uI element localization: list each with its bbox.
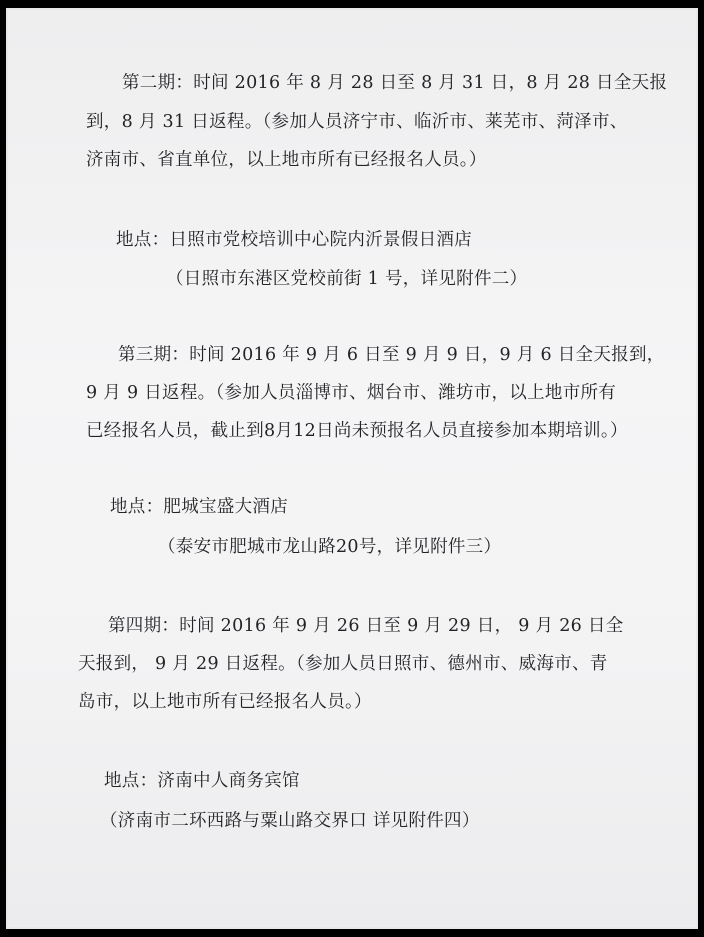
section-3-address: （泰安市肥城市龙山路20号，详见附件三） bbox=[158, 537, 502, 557]
section-3-line-3: 已经报名人员，截止到8月12日尚未预报名人员直接参加本期培训。） bbox=[86, 421, 628, 441]
section-3-venue: 地点：肥城宝盛大酒店 bbox=[110, 497, 288, 517]
section-2-line-1: 第二期：时间 2016 年 8 月 28 日至 8 月 31 日，8 月 28 日全天报 bbox=[122, 73, 668, 93]
section-4-address: （济南市二环西路与粟山路交界口 详见附件四） bbox=[100, 811, 480, 831]
section-3-line-2: 9 月 9 日返程。（参加人员淄博市、烟台市、潍坊市，以上地市所有 bbox=[86, 383, 617, 403]
section-2-address: （日照市东港区党校前街 1 号，详见附件二） bbox=[166, 269, 528, 289]
section-4-line-3: 岛市，以上地市所有已经报名人员。） bbox=[78, 692, 372, 712]
section-4-venue: 地点：济南中人商务宾馆 bbox=[104, 771, 300, 791]
section-2-line-3: 济南市、省直单位，以上地市所有已经报名人员。） bbox=[86, 150, 487, 170]
section-2-line-2: 到，8 月 31 日返程。（参加人员济宁市、临沂市、莱芜市、菏泽市、 bbox=[86, 112, 628, 132]
section-2-venue: 地点：日照市党校培训中心院内沂景假日酒店 bbox=[116, 230, 472, 250]
section-4-line-2: 天报到， 9 月 29 日返程。（参加人员日照市、德州市、威海市、青 bbox=[78, 654, 608, 674]
section-4-line-1: 第四期：时间 2016 年 9 月 26 日至 9 月 29 日， 9 月 26 日全 bbox=[108, 616, 624, 636]
section-3-line-1: 第三期：时间 2016 年 9 月 6 日至 9 月 9 日，9 月 6 日全天报到， bbox=[118, 345, 665, 365]
